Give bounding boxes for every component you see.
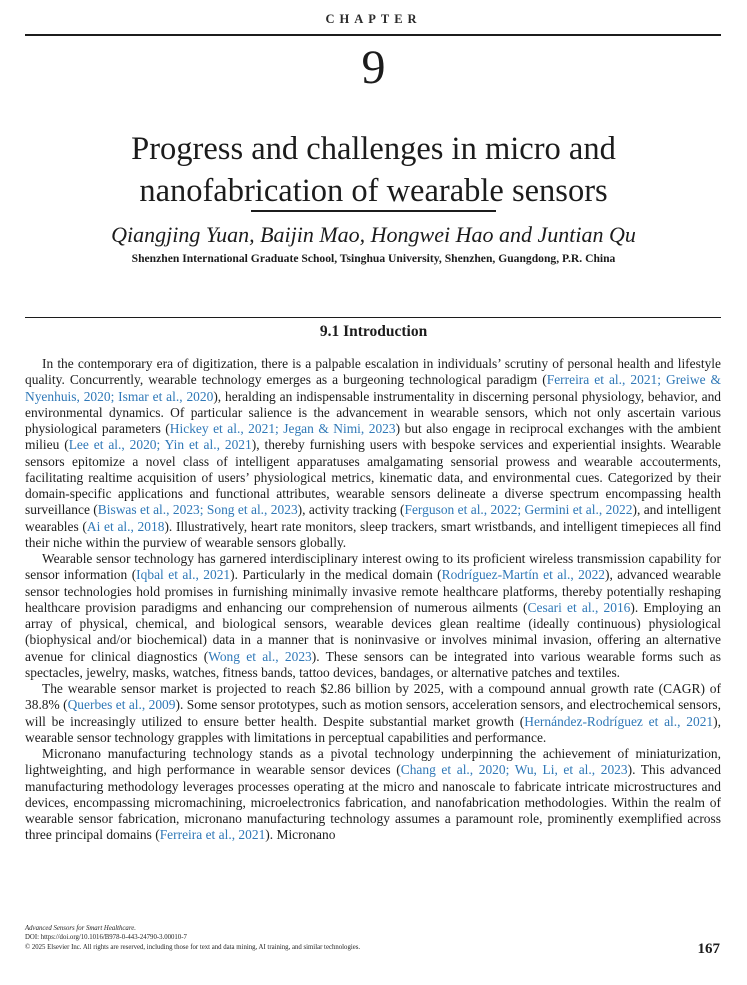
citation-link[interactable]: Rodríguez-Martín et al., 2022 [441,567,606,583]
chapter-title [40,128,707,212]
paragraph-3: The wearable sensor market is projected to reach $2.86 billion by 2025, with a compound annual growth rate (CAGR) of 38.8% (Querbes et al., 2009). Some sensor prototypes, such as motion sensors, acceleration sensors, and electrochemical sensors, will be increasingly utilized to ensure better health. Despite substantial market growth (Hernández-Rodríguez et al., 2021), wearable sensor technology grapples with limitations in perceptual capabilities and performance. [25,681,722,745]
chapter-number: 9 [361,41,386,94]
citation-link[interactable]: Hernández-Rodríguez et al., 2021 [524,713,714,729]
footer-doi[interactable]: DOI: https://doi.org/10.1016/B978-0-443-24790-3.00010-7 [25,934,187,942]
citation-link[interactable]: Lee et al., 2020; Yin et al., 2021 [68,437,252,453]
affiliation: Shenzhen International Graduate School, Tsinghua University, Shenzhen, Guangdong, P.R. China [131,252,616,265]
section-heading: 9.1 Introduction [319,323,428,340]
footer-copyright: © 2025 Elsevier Inc. All rights are reserved, including those for text and data mining, AI training, and similar technologies. [25,943,361,951]
citation-link[interactable]: Wong et al., 2023 [208,648,312,664]
section-rule [25,317,721,318]
citation-link[interactable]: Cesari et al., 2016 [527,599,631,615]
chapter-label: CHAPTER [325,12,422,26]
chapter-title-line-1: Progress and challenges in micro and [131,131,616,167]
citation-link[interactable]: Iqbal et al., 2021 [136,567,231,583]
citation-link[interactable]: Ferreira et al., 2021; Greiwe & Nyenhuis, 2020; Ismar et al., 2020 [25,372,721,404]
page-number: 167 [697,941,720,957]
citation-link[interactable]: Ferreira et al., 2021 [159,827,266,843]
paragraph-1: In the contemporary era of digitization, there is a palpable escalation in individuals’ scrutiny of personal health and lifestyle quality. Concurrently, wearable technology emerges as a burgeoning technological paradigm (Ferreira et al., 2021; Greiwe & Nyenhuis, 2020; Ismar et al., 2020), heralding an indispensable instrumentality in discerning personal physiology, behavior, and environmental dynamics. Of particular salience is the advancement in wearable sensors, which not only ascertain various physiological parameters (Hickey et al., 2021; Jegan & Nimi, 2023) but also engage in reciprocal exchanges with the ambient milieu (Lee et al., 2020; Yin et al., 2021), thereby furnishing users with bespoke services and experiential insights. Wearable sensors epitomize a novel class of intelligent apparatuses amalgamating sensorial prowess and wearable accouterments, facilitating realtime acquisition of users’ physiological metrics, kinematic data, and environmental cues. Categorized by their domain-specific applications and functional attributes, wearable sensors delineate a diverse spectrum encompassing health surveillance (Biswas et al., 2023; Song et al., 2023), activity tracking (Ferguson et al., 2022; Germini et al., 2022), and intelligent wearables (Ai et al., 2018). Illustratively, heart rate monitors, sleep trackers, smart wristbands, and intelligent timepieces all find their niche within the purview of wearable sensors globally. [25,356,722,550]
citation-link[interactable]: Ai et al., 2018 [86,518,165,534]
header-rule [25,34,721,36]
chapter-title-line-2: nanofabrication of wearable sensors [139,173,608,209]
paragraph-4: Micronano manufacturing technology stands as a pivotal technology underpinning the achievement of miniaturization, lightweighting, and high performance in wearable sensor devices (Chang et al., 2020; Wu, Li, et al., 2023). This advanced manufacturing methodology leverages processes operating at the micro and nanoscale to fabricate intricate microstructures and devices, encompassing micromachining, microelectronics fabrication, and nanofabrication methodologies. Within the realm of wearable sensor fabrication, micronano manufacturing technology assumes a paramount role, prominently exemplified across three principal domains (Ferreira et al., 2021). Micronano [25,746,722,843]
citation-link[interactable]: Ferguson et al., 2022; Germini et al., 2022 [404,502,633,518]
authors: Qiangjing Yuan, Baijin Mao, Hongwei Hao and Juntian Qu [111,222,636,247]
body-text [25,356,721,844]
paragraph-2: Wearable sensor technology has garnered interdisciplinary interest owing to its proficient wireless transmission capability for sensor information (Iqbal et al., 2021). Particularly in the medical domain (Rodríguez-Martín et al., 2022), advanced wearable sensor technologies hold promises in furnishing minimally invasive remote healthcare platforms, thereby potentially reshaping healthcare provision paradigms and enhancing our comprehension of numerous ailments (Cesari et al., 2016). Employing an array of physical, chemical, and biological sensors, wearable devices glean realtime (ideally continuous) physiological (biophysical and/or biochemical) data in a manner that is noninvasive or involves minimal invasion, offering an alternative avenue for clinical diagnostics (Wong et al., 2023). These sensors can be integrated into various wearable forms such as spectacles, jewelry, masks, watches, fitness bands, tattoo devices, bandages, or alternative patches and textiles. [25,551,722,680]
citation-link[interactable]: Biswas et al., 2023; Song et al., 2023 [97,502,298,518]
citation-link[interactable]: Chang et al., 2020; Wu, Li, et al., 2023 [400,762,628,778]
citation-link[interactable]: Querbes et al., 2009 [67,697,176,713]
title-rule [251,210,496,212]
citation-link[interactable]: Hickey et al., 2021; Jegan & Nimi, 2023 [169,421,396,436]
footer [25,924,585,952]
footer-book-title: Advanced Sensors for Smart Healthcare. [25,925,136,932]
